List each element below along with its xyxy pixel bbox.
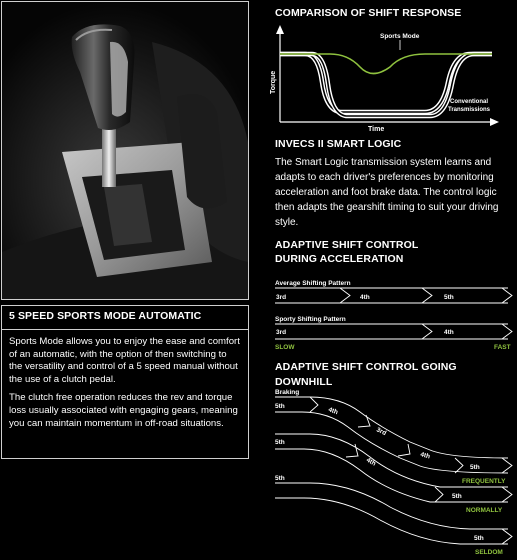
gear-shifter-illustration <box>2 2 248 299</box>
sporty-pattern-lane <box>275 324 512 339</box>
lane1-gear-3: 3rd <box>375 426 388 438</box>
x-axis-arrow <box>490 118 499 126</box>
lane2-gear-1: 5th <box>275 439 285 446</box>
invecs-body: The Smart Logic transmission system learns and adapts to each driver's preferences by monitoring acceleration and foot brake data. The control logic then adapts the gearshift timing to suit your driving style. <box>275 157 499 228</box>
shift-response-title: COMPARISON OF SHIFT RESPONSE <box>275 7 462 19</box>
normally-label: NORMALLY <box>466 507 503 514</box>
invecs-title: INVECS II SMART LOGIC <box>275 138 402 150</box>
sports-mode-label: Sports Mode <box>380 33 420 40</box>
lane1-gear-4: 4th <box>419 451 431 461</box>
lane3-gear-2: 5th <box>474 535 484 542</box>
sports-mode-paragraph-1: Sports Mode allows you to enjoy the ease and comfort of an automatic, with the option of then switching to the versatility and control of a 5 speed manual without the use of a clutch pedal. <box>9 336 240 385</box>
fast-label: FAST <box>494 344 511 351</box>
sporty-pattern-label: Sporty Shifting Pattern <box>275 316 346 323</box>
torque-axis-label: Torque <box>270 70 277 94</box>
braking-label: Braking <box>275 389 300 396</box>
lane1-gear-5: 5th <box>470 464 480 471</box>
seldom-label: SELDOM <box>475 549 503 556</box>
shift-response-chart <box>260 22 515 137</box>
conventional-label-1: Conventional <box>450 99 489 105</box>
frequently-label: FREQUENTLY <box>462 478 506 485</box>
accel-shift-diagram <box>270 275 517 355</box>
avg-gear-2: 4th <box>360 294 370 301</box>
lane2-gear-2: 4th <box>365 456 377 468</box>
accel-title-line1: ADAPTIVE SHIFT CONTROL <box>275 239 419 251</box>
slow-label: SLOW <box>275 344 295 351</box>
y-axis-arrow <box>276 25 284 34</box>
downhill-shift-diagram <box>270 382 517 558</box>
downhill-title: ADAPTIVE SHIFT CONTROL GOING DOWNHILL <box>275 361 457 388</box>
sporty-gear-2: 4th <box>444 329 454 336</box>
lane1-gear-2: 4th <box>327 406 339 417</box>
avg-gear-3: 5th <box>444 294 454 301</box>
lane2-gear-3: 5th <box>452 493 462 500</box>
average-pattern-lane <box>275 288 512 303</box>
avg-gear-1: 3rd <box>276 294 287 301</box>
time-axis-label: Time <box>368 126 385 133</box>
average-pattern-label: Average Shifting Pattern <box>275 280 351 287</box>
lane3-gear-1: 5th <box>275 475 285 482</box>
sports-mode-paragraph-2: The clutch free operation reduces the rev and torque loss usually associated with engaging gears, meaning you can maintain momentum in off-road situations. <box>9 392 238 429</box>
sporty-gear-1: 3rd <box>276 329 287 336</box>
downhill-lane-normally <box>275 434 512 514</box>
lane1-gear-1: 5th <box>275 403 285 410</box>
conventional-label-2: Transmissions <box>448 107 491 113</box>
gear-shifter-photo <box>1 1 249 300</box>
sports-mode-heading: 5 SPEED SPORTS MODE AUTOMATIC <box>2 306 248 330</box>
sports-mode-info-box <box>1 305 249 459</box>
accel-title-line2: DURING ACCELERATION <box>275 253 404 265</box>
